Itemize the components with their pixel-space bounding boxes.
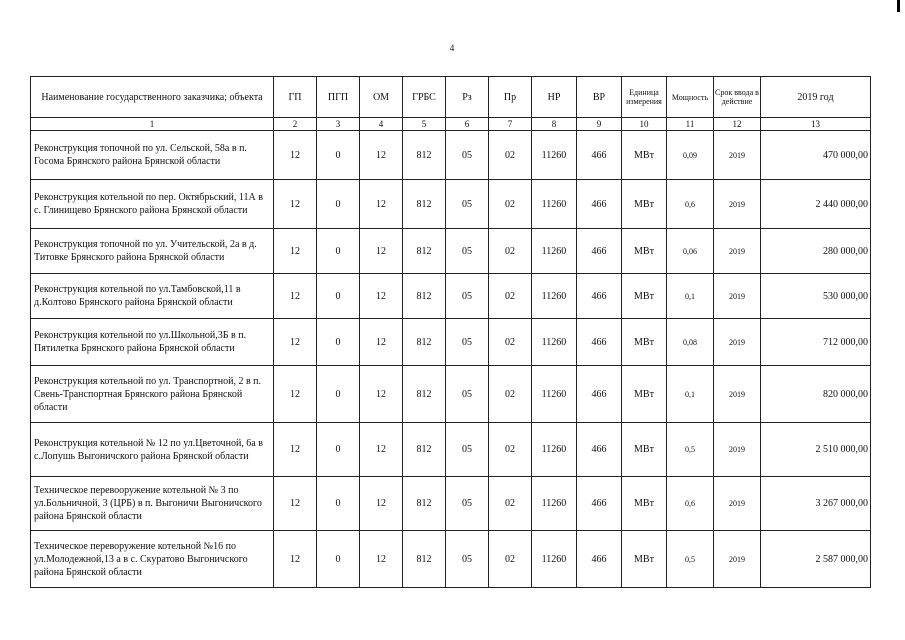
nr-cell: 11260 <box>532 366 577 423</box>
nr-cell: 11260 <box>532 531 577 588</box>
pr-cell: 02 <box>489 477 532 531</box>
header-cell-pr: Пр <box>489 77 532 118</box>
pgp-cell: 0 <box>317 477 360 531</box>
vr-cell: 466 <box>577 531 622 588</box>
rz-cell: 05 <box>446 180 489 229</box>
pr-cell: 02 <box>489 531 532 588</box>
om-cell: 12 <box>360 531 403 588</box>
term-cell: 2019 <box>714 319 761 366</box>
vr-cell: 466 <box>577 131 622 180</box>
power-cell: 0,5 <box>667 531 714 588</box>
column-number: 11 <box>667 118 714 131</box>
header-cell-name: Наименование государственного заказчика; объекта <box>31 77 274 118</box>
column-number: 9 <box>577 118 622 131</box>
grbs-cell: 812 <box>403 531 446 588</box>
term-cell: 2019 <box>714 477 761 531</box>
header-cell-pgp: ПГП <box>317 77 360 118</box>
grbs-cell: 812 <box>403 477 446 531</box>
header-cell-term: Срок ввода в действие <box>714 77 761 118</box>
gp-cell: 12 <box>274 274 317 319</box>
table-row <box>31 477 871 531</box>
table-row <box>31 180 871 229</box>
header-cell-gp: ГП <box>274 77 317 118</box>
amount-cell: 530 000,00 <box>761 274 871 319</box>
om-cell: 12 <box>360 131 403 180</box>
vr-cell: 466 <box>577 423 622 477</box>
table-row <box>31 366 871 423</box>
amount-cell: 470 000,00 <box>761 131 871 180</box>
column-number: 6 <box>446 118 489 131</box>
om-cell: 12 <box>360 274 403 319</box>
gp-cell: 12 <box>274 531 317 588</box>
gp-cell: 12 <box>274 131 317 180</box>
rz-cell: 05 <box>446 423 489 477</box>
unit-cell: МВт <box>622 477 667 531</box>
gp-cell: 12 <box>274 319 317 366</box>
gp-cell: 12 <box>274 366 317 423</box>
power-cell: 0,06 <box>667 229 714 274</box>
nr-cell: 11260 <box>532 229 577 274</box>
header-cell-nr: НР <box>532 77 577 118</box>
gp-cell: 12 <box>274 180 317 229</box>
pr-cell: 02 <box>489 319 532 366</box>
term-cell: 2019 <box>714 366 761 423</box>
term-cell: 2019 <box>714 229 761 274</box>
amount-cell: 2 510 000,00 <box>761 423 871 477</box>
object-name-cell: Реконструкция котельной по ул. Транспортной, 2 в п. Свень-Транспортная Брянского района Брянской области <box>31 366 274 423</box>
grbs-cell: 812 <box>403 319 446 366</box>
term-cell: 2019 <box>714 423 761 477</box>
table-row <box>31 131 871 180</box>
unit-cell: МВт <box>622 423 667 477</box>
column-number: 10 <box>622 118 667 131</box>
header-cell-grbs: ГРБС <box>403 77 446 118</box>
column-number: 7 <box>489 118 532 131</box>
column-number-row <box>31 118 871 131</box>
nr-cell: 11260 <box>532 319 577 366</box>
table-row <box>31 531 871 588</box>
table-row <box>31 274 871 319</box>
power-cell: 0,6 <box>667 180 714 229</box>
pgp-cell: 0 <box>317 229 360 274</box>
column-number: 8 <box>532 118 577 131</box>
pgp-cell: 0 <box>317 423 360 477</box>
header-cell-power: Мощность <box>667 77 714 118</box>
power-cell: 0,5 <box>667 423 714 477</box>
unit-cell: МВт <box>622 229 667 274</box>
unit-cell: МВт <box>622 274 667 319</box>
column-number: 2 <box>274 118 317 131</box>
rz-cell: 05 <box>446 229 489 274</box>
header-cell-year: 2019 год <box>761 77 871 118</box>
pgp-cell: 0 <box>317 180 360 229</box>
gp-cell: 12 <box>274 423 317 477</box>
amount-cell: 2 440 000,00 <box>761 180 871 229</box>
vr-cell: 466 <box>577 319 622 366</box>
object-name-cell: Реконструкция котельной по ул.Тамбовской,11 в д.Колтово Брянского района Брянской области <box>31 274 274 319</box>
gp-cell: 12 <box>274 229 317 274</box>
amount-cell: 280 000,00 <box>761 229 871 274</box>
pr-cell: 02 <box>489 423 532 477</box>
grbs-cell: 812 <box>403 131 446 180</box>
om-cell: 12 <box>360 423 403 477</box>
column-number: 5 <box>403 118 446 131</box>
term-cell: 2019 <box>714 180 761 229</box>
object-name-cell: Реконструкция котельной по ул.Школьной,3Б в п. Пятилетка Брянского района Брянской области <box>31 319 274 366</box>
om-cell: 12 <box>360 180 403 229</box>
header-cell-vr: ВР <box>577 77 622 118</box>
pgp-cell: 0 <box>317 131 360 180</box>
pr-cell: 02 <box>489 180 532 229</box>
grbs-cell: 812 <box>403 423 446 477</box>
pr-cell: 02 <box>489 366 532 423</box>
vr-cell: 466 <box>577 229 622 274</box>
corner-scan-mark <box>897 0 900 12</box>
grbs-cell: 812 <box>403 180 446 229</box>
grbs-cell: 812 <box>403 274 446 319</box>
nr-cell: 11260 <box>532 131 577 180</box>
header-cell-rz: Рз <box>446 77 489 118</box>
column-number: 12 <box>714 118 761 131</box>
gp-cell: 12 <box>274 477 317 531</box>
power-cell: 0,08 <box>667 319 714 366</box>
grbs-cell: 812 <box>403 229 446 274</box>
object-name-cell: Реконструкция котельной по пер. Октябрьский, 11А в с. Глинищево Брянского района Брянской области <box>31 180 274 229</box>
power-cell: 0,09 <box>667 131 714 180</box>
column-number: 3 <box>317 118 360 131</box>
object-name-cell: Реконструкция котельной № 12 по ул.Цветочной, 6а в с.Лопушь Выгоничского района Брянской области <box>31 423 274 477</box>
vr-cell: 466 <box>577 274 622 319</box>
om-cell: 12 <box>360 366 403 423</box>
amount-cell: 820 000,00 <box>761 366 871 423</box>
amount-cell: 3 267 000,00 <box>761 477 871 531</box>
rz-cell: 05 <box>446 131 489 180</box>
rz-cell: 05 <box>446 274 489 319</box>
term-cell: 2019 <box>714 531 761 588</box>
column-number: 4 <box>360 118 403 131</box>
rz-cell: 05 <box>446 366 489 423</box>
object-name-cell: Реконструкция топочной по ул. Сельской, 58а в п. Госома Брянского района Брянской области <box>31 131 274 180</box>
object-name-cell: Техническое перевооружение котельной № 3 по ул.Больничной, 3 (ЦРБ) в п. Выгоничи Выгоничского района Брянской области <box>31 477 274 531</box>
pgp-cell: 0 <box>317 319 360 366</box>
pr-cell: 02 <box>489 229 532 274</box>
unit-cell: МВт <box>622 531 667 588</box>
rz-cell: 05 <box>446 531 489 588</box>
table-row <box>31 423 871 477</box>
unit-cell: МВт <box>622 131 667 180</box>
header-cell-unit: Единица измерения <box>622 77 667 118</box>
unit-cell: МВт <box>622 366 667 423</box>
term-cell: 2019 <box>714 274 761 319</box>
nr-cell: 11260 <box>532 423 577 477</box>
om-cell: 12 <box>360 319 403 366</box>
vr-cell: 466 <box>577 477 622 531</box>
grbs-cell: 812 <box>403 366 446 423</box>
pgp-cell: 0 <box>317 531 360 588</box>
table-row <box>31 229 871 274</box>
object-name-cell: Реконструкция топочной по ул. Учительской, 2а в д. Титовке Брянского района Брянской области <box>31 229 274 274</box>
power-cell: 0,1 <box>667 274 714 319</box>
power-cell: 0,6 <box>667 477 714 531</box>
om-cell: 12 <box>360 229 403 274</box>
pgp-cell: 0 <box>317 366 360 423</box>
rz-cell: 05 <box>446 477 489 531</box>
header-cell-om: ОМ <box>360 77 403 118</box>
pgp-cell: 0 <box>317 274 360 319</box>
pr-cell: 02 <box>489 274 532 319</box>
column-number: 1 <box>31 118 274 131</box>
vr-cell: 466 <box>577 180 622 229</box>
nr-cell: 11260 <box>532 274 577 319</box>
om-cell: 12 <box>360 477 403 531</box>
unit-cell: МВт <box>622 180 667 229</box>
nr-cell: 11260 <box>532 180 577 229</box>
pr-cell: 02 <box>489 131 532 180</box>
vr-cell: 466 <box>577 366 622 423</box>
budget-table <box>30 76 871 588</box>
page-number: 4 <box>449 43 455 53</box>
header-row <box>31 77 871 118</box>
term-cell: 2019 <box>714 131 761 180</box>
amount-cell: 712 000,00 <box>761 319 871 366</box>
rz-cell: 05 <box>446 319 489 366</box>
column-number: 13 <box>761 118 871 131</box>
object-name-cell: Техническое переворужение котельной №16 по ул.Молодежной,13 а в с. Скуратово Выгоничского района Брянской области <box>31 531 274 588</box>
unit-cell: МВт <box>622 319 667 366</box>
power-cell: 0,1 <box>667 366 714 423</box>
amount-cell: 2 587 000,00 <box>761 531 871 588</box>
nr-cell: 11260 <box>532 477 577 531</box>
table-row <box>31 319 871 366</box>
